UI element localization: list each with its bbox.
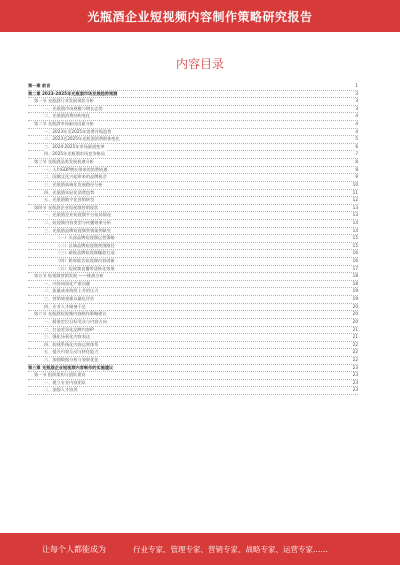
toc-entry-label: 三、强化场景化内容表达: [44, 334, 91, 340]
toc-entry-page: 7: [355, 151, 358, 157]
toc-entry-page: 9: [355, 174, 358, 180]
toc-entry[interactable]: [28, 319, 358, 327]
toc-entry-page: 17: [352, 265, 358, 271]
toc-entry-page: 15: [352, 242, 358, 248]
toc-entry[interactable]: [28, 387, 358, 395]
toc-entry[interactable]: [28, 212, 358, 220]
toc-entry-label: 五、提升内容互动与转化能力: [44, 349, 99, 355]
toc-entry[interactable]: [28, 121, 358, 129]
toc-entry[interactable]: [28, 296, 358, 304]
toc-entry-page: 16: [352, 258, 358, 264]
toc-entry-page: 3: [355, 98, 358, 104]
toc-entry-page: 22: [352, 356, 358, 362]
toc-entry-page: 12: [352, 197, 358, 203]
toc-entry-page: 3: [355, 90, 358, 96]
toc-entry-page: 21: [352, 334, 358, 340]
toc-entry-label: 第二章 2023-2025年光瓶酒市场发展趋势预测: [28, 90, 118, 96]
toc-entry-page: 22: [352, 341, 358, 347]
toc-entry[interactable]: [28, 334, 358, 342]
toc-entry-page: 20: [352, 318, 358, 324]
toc-entry-label: 二、加强人才培养: [44, 387, 78, 393]
toc-entry[interactable]: [28, 159, 358, 167]
toc-entry[interactable]: [28, 311, 358, 319]
toc-entry[interactable]: [28, 304, 358, 312]
toc-entry-page: 18: [352, 273, 358, 279]
toc-entry-page: 18: [352, 280, 358, 286]
toc-entry-page: 4: [355, 121, 358, 127]
toc-entry-page: 14: [352, 219, 358, 225]
toc-entry-label: 三、2024-2025年市场渠道变革: [44, 143, 105, 149]
toc-entry[interactable]: [28, 151, 358, 159]
toc-entry-page: 3: [355, 105, 358, 111]
toc-entry-label: 六、加强数据分析与效果优化: [44, 356, 99, 362]
toc-entry[interactable]: [28, 220, 358, 228]
toc-entry[interactable]: [28, 243, 358, 251]
toc-entry-label: 第一节 光瓶酒行业发展现状分析: [34, 98, 94, 104]
toc-entry[interactable]: [28, 91, 358, 99]
footer-bar: [0, 533, 400, 565]
toc-entry[interactable]: [28, 327, 358, 335]
toc-entry-page: 23: [352, 364, 358, 370]
toc-entry-label: 四、光瓶酒年轻化消费趋势: [44, 189, 95, 195]
toc-entry-page: 19: [352, 296, 358, 302]
toc-entry-page: 10: [352, 181, 358, 187]
toc-entry-label: 二、2023至2025年光瓶酒消费群体变化: [44, 136, 120, 142]
toc-entry-label: 一、精准定位目标受众与内容方向: [44, 318, 107, 324]
toc-entry-page: 13: [352, 204, 358, 210]
toc-entry-label: 二、打造差异化品牌内容IP: [44, 326, 94, 332]
toc-entry-label: （二）区域品牌短视频突围路径: [56, 242, 115, 248]
toc-entry[interactable]: [28, 365, 358, 373]
toc-entry-label: 第三节 光瓶酒品类发展机遇分析: [34, 159, 94, 165]
toc-entry[interactable]: [28, 167, 358, 175]
toc-entry-label: 第一节 组织架构与团队建设: [34, 372, 86, 378]
toc-entry-page: 11: [352, 189, 358, 195]
toc-entry-label: 一、光瓶酒企业短视频平台布局情况: [44, 212, 112, 218]
toc-entry-label: 二、流量成本持续上升的压力: [44, 288, 99, 294]
toc-entry-label: 第五节 短视频营销发展 ——挑战分析: [34, 273, 104, 279]
toc-entry-page: 4: [355, 113, 358, 119]
toc-entry-label: 一、2023年至2025年消费升级趋势: [44, 128, 112, 134]
toc-entry-label: （四）跨界联名短视频内容创新: [56, 258, 115, 264]
toc-entry[interactable]: [28, 136, 358, 144]
toc-entry-label: （一）头部品牌短视频运营策略: [56, 235, 115, 241]
toc-entry[interactable]: [28, 235, 358, 243]
toc-entry-label: 二、国潮文化兴起带来的品牌机会: [44, 174, 107, 180]
toc-entry[interactable]: [28, 273, 358, 281]
toc-entry[interactable]: [28, 182, 358, 190]
toc-entry-page: 21: [352, 326, 358, 332]
toc-entry[interactable]: [28, 174, 358, 182]
header-bar: [0, 0, 400, 32]
toc-entry-page: 13: [352, 212, 358, 218]
toc-entry-label: 四、构建系统化内容运营体系: [44, 341, 99, 347]
toc-entry-page: 22: [352, 349, 358, 355]
toc-entry-label: 三、营销效果难以量化评估: [44, 296, 95, 302]
toc-entry-page: 20: [352, 311, 358, 317]
toc-entry[interactable]: [28, 250, 358, 258]
toc-entry[interactable]: [28, 349, 358, 357]
toc-entry-page: 19: [352, 288, 358, 294]
toc-entry[interactable]: [28, 258, 358, 266]
toc-entry[interactable]: [28, 380, 358, 388]
toc-entry-page: 23: [352, 379, 358, 385]
toc-entry-label: 第三章 光瓶酒企业短视频内容制作的实施建议: [28, 364, 114, 370]
toc-entry-page: 16: [352, 250, 358, 256]
toc-entry-page: 6: [355, 143, 358, 149]
toc-entry-page: 23: [352, 372, 358, 378]
footer-slogan: 让每个人都能成为: [42, 545, 106, 554]
table-of-contents: [28, 83, 358, 395]
toc-entry-label: 一、光瓶酒市场规模与增长态势: [44, 105, 103, 111]
toc-entry-page: 14: [352, 227, 358, 233]
toc-entry-label: （三）新锐品牌短视频爆款打造: [56, 250, 115, 256]
toc-entry-page: 23: [352, 387, 358, 393]
toc-entry[interactable]: [28, 372, 358, 380]
toc-entry[interactable]: [28, 288, 358, 296]
toc-entry-page: 20: [352, 303, 358, 309]
toc-entry-page: 8: [355, 166, 358, 172]
toc-entry[interactable]: [28, 197, 358, 205]
toc-entry-label: 四、2025年光瓶酒市场竞争格局: [44, 151, 105, 157]
toc-entry-label: 第四节 光瓶酒企业短视频营销现状: [34, 204, 99, 210]
toc-entry[interactable]: [28, 357, 358, 365]
toc-entry-page: 8: [355, 159, 358, 165]
toc-entry[interactable]: [28, 281, 358, 289]
toc-entry[interactable]: [28, 113, 358, 121]
footer-expert-list: 行业专家、管理专家、营销专家、战略专家、运营专家……: [133, 545, 328, 554]
toc-entry-label: 四、专业人才储备不足: [44, 303, 86, 309]
toc-entry[interactable]: [28, 98, 358, 106]
toc-entry[interactable]: [28, 266, 358, 274]
toc-entry-label: 二、光瓶酒消费结构变化: [44, 113, 91, 119]
page-heading: 内容目录: [175, 57, 224, 71]
toc-entry[interactable]: [28, 83, 358, 91]
toc-entry[interactable]: [28, 190, 358, 198]
toc-entry-label: 第二节 光瓶酒市场驱动因素分析: [34, 121, 94, 127]
toc-entry[interactable]: [28, 106, 358, 114]
toc-entry-page: 15: [352, 235, 358, 241]
toc-entry[interactable]: [28, 342, 358, 350]
report-title: 光瓶酒企业短视频内容制作策略研究报告: [87, 10, 313, 24]
toc-entry[interactable]: [28, 228, 358, 236]
toc-entry-label: 一、内容同质化严重问题: [44, 280, 91, 286]
toc-entry[interactable]: [28, 144, 358, 152]
toc-entry-label: 第一章 前言: [28, 83, 51, 88]
toc-entry-label: 三、光瓶酒高端化发展路径分析: [44, 181, 103, 187]
toc-entry-label: 二、短视频内容类型与传播效果分析: [44, 219, 112, 225]
toc-entry-page: 5: [355, 136, 358, 142]
toc-entry-page: 4: [355, 128, 358, 134]
toc-entry[interactable]: [28, 205, 358, 213]
toc-entry-label: （五）短视频直播带货转化效果: [56, 265, 115, 271]
toc-entry-label: 三、光瓶酒品牌短视频营销案例研究: [44, 227, 112, 233]
toc-entry-page: 1: [355, 83, 358, 88]
toc-entry[interactable]: [28, 129, 358, 137]
toc-entry-label: 第六节 光瓶酒短视频内容制作策略建议: [34, 311, 107, 317]
toc-entry-label: 一、建立专业内容团队: [44, 379, 86, 385]
toc-entry-label: 一、人均GDP增长带来的消费机遇: [44, 166, 108, 172]
toc-entry-label: 五、光瓶酒数字化营销转型: [44, 197, 95, 203]
